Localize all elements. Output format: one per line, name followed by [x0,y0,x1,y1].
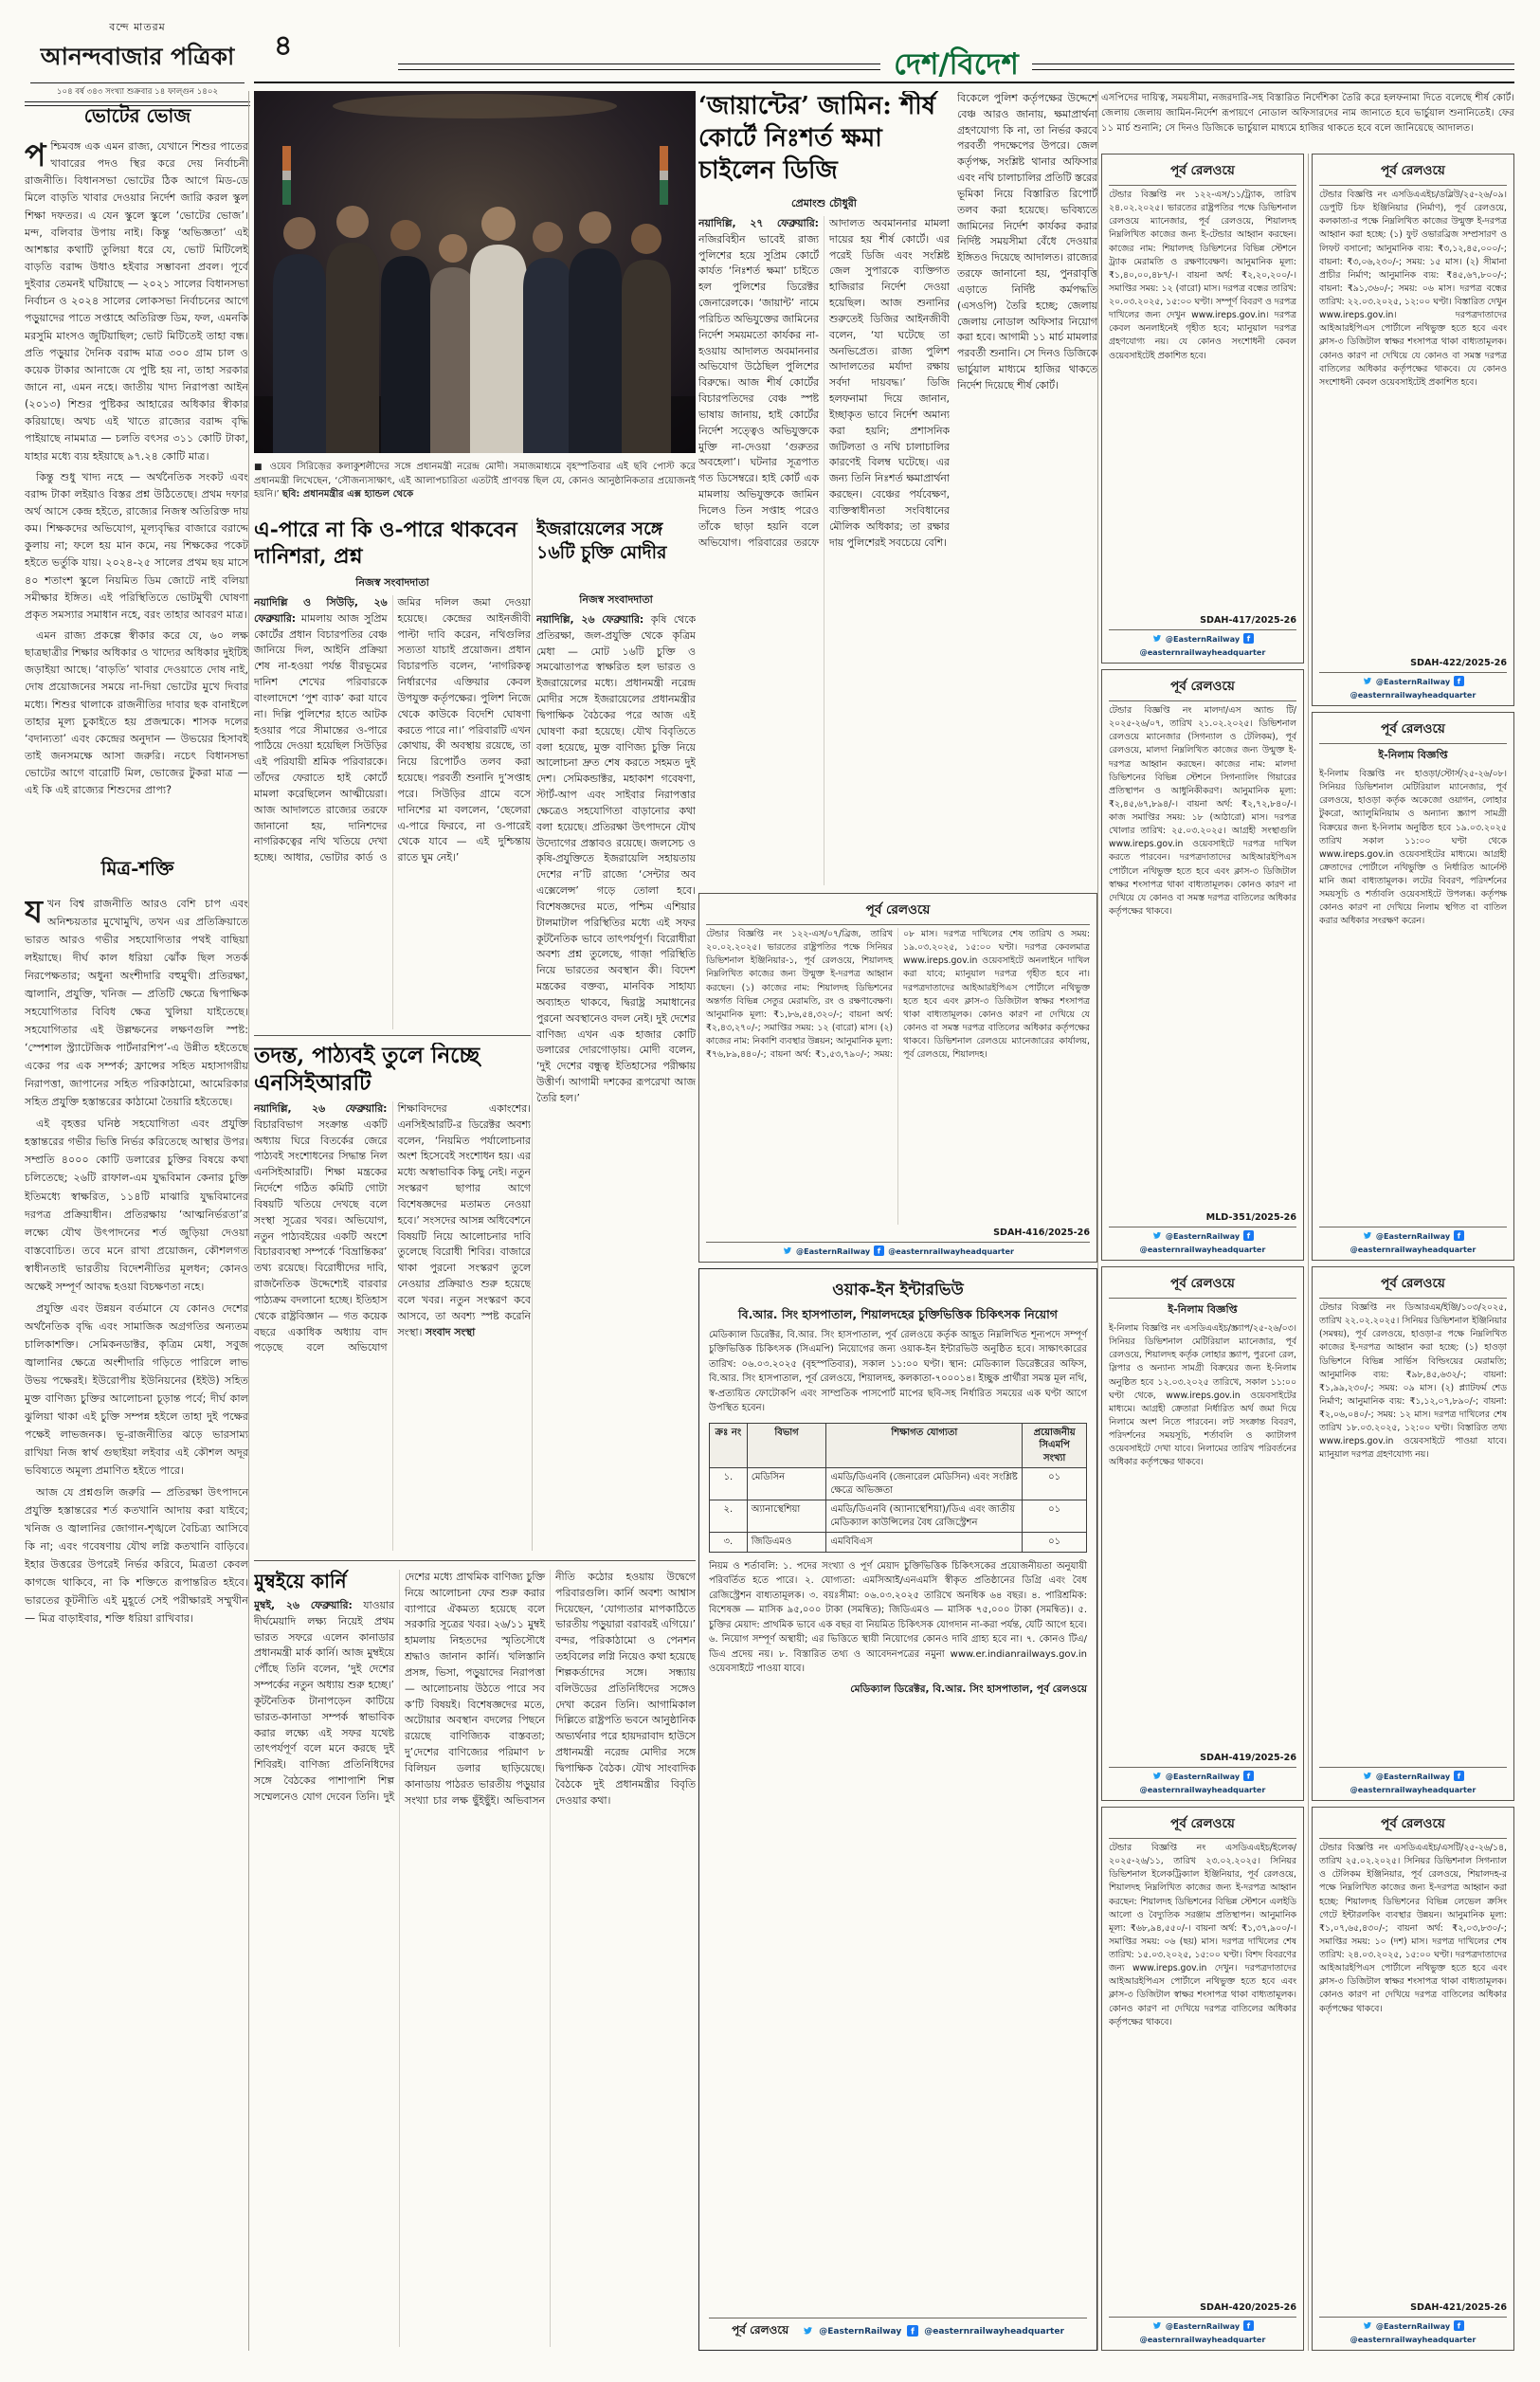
railway-ad-code: SDAH-420/2025-26 [1200,2302,1296,2313]
masthead-title: আনন্দবাজার পত্রিকা [40,43,235,70]
article-giant-body-left [698,216,950,885]
editorial-title-1: ভোটের ভোজ [83,104,191,127]
table-cell: ২. [710,1500,748,1533]
twitter-handle: @EasternRailway [1165,633,1241,644]
section-rule-left [398,64,880,70]
cutoff-rule [254,1560,696,1561]
railway-ad-body: টেন্ডার বিজ্ঞপ্তি নং এসডিএএইচ/এসটি/২৫-২৬/১৪, তারিখ ২৫.০২.২০২৫। সিনিয়র ডিভিশনাল সিগন্যাল ও টেলিকম ইঞ্জিনিয়ার, পূর্ব রেলওয়ে, শিয়ালদহ-র পক্ষে নিম্নলিখিত কাজের জন্য ই-দরপত্র আহ্বান করা হচ্ছে: শিয়ালদহ ডিভিশনের বিভিন্ন লেভেল ক্রসিং গেটে ইন্টারলকিং ব্যবস্থার উন্নয়ন। আনুমানিক মূল্য: ₹১,০৭,৬৫,৪৩০/-; বায়না অর্থ: ₹২,০৩,৮৩০/-; সমাপ্তির সময়: ১০ (দশ) মাস। দরপত্র দাখিলের শেষ তারিখ: ২৪.০৩.২০২৫, ১৫:০০ ঘণ্টা। দরপত্রদাতাদের আইআরইপিএস পোর্টালে নথিভুক্ত হতে হবে এবং ক্লাস-৩ ডিজিটাল স্বাক্ষর শংসাপত্র থাকা বাধ্যতামূলক। কোনও কারণ না দেখিয়ে দরপত্র বাতিলের অধিকার কর্তৃপক্ষের থাকবে। [1319,1843,1507,2014]
hospital-ad-title: ওয়াক-ইন ইন্টারভিউ [832,1281,964,1300]
facebook-icon [874,1246,884,1256]
editorial-title-2: মিত্র-শক্তি [100,857,174,880]
editorial-body-1 [25,138,248,847]
svg-text:f: f [1246,634,1251,644]
table-row [710,1468,1087,1500]
facebook-icon [1243,1771,1254,1781]
agency-credit: সংবাদ সংস্থা [425,1325,476,1338]
dateline: নয়াদিল্লি, ২৭ ফেব্রুয়ারি: [698,217,819,229]
facebook-handle: @easternrailwayheadquarter [924,2327,1064,2337]
section-band [398,42,1514,91]
railway-ad-title: পূর্ব রেলওয়ে [1319,1273,1507,1299]
hospital-ad-subtitle: বি.আর. সিং হাসপাতাল, শিয়ালদহের চুক্তিভিত্তিক চিকিৎসক নিয়োগ [738,1307,1058,1321]
twitter-handle: @EasternRailway [1375,676,1451,686]
hospital-ad-terms: নিয়ম ও শর্তাবলি: ১. পদের সংখ্যা ও পূর্ণ মেয়াদ চুক্তিভিত্তিক চিকিৎসকের প্রয়োজনীয়তা অনুযায়ী পরিবর্তিত হতে পারে। ২. যোগ্যতা: এমসিআই/এনএমসি স্বীকৃত প্রতিষ্ঠানের ডিগ্রি এবং বৈধ রেজিস্ট্রেশন বাধ্যতামূলক। ৩. বয়ঃসীমা: ০৬.০৩.২০২৫ তারিখে অনধিক ৬৪ বছর। ৪. পারিশ্রমিক: বিশেষজ্ঞ — মাসিক ৯৫,০০০ টাকা (সমন্বিত); জিডিএমও — মাসিক ৭৫,০০০ টাকা (সমন্বিত)। ৫. চুক্তির মেয়াদ: প্রাথমিক ভাবে এক বছর বা নিয়মিত চিকিৎসক যোগদান না-করা পর্যন্ত, যেটি আগে হবে। ৬. নিয়োগ সম্পূর্ণ অস্থায়ী; এর ভিত্তিতে স্থায়ী নিয়োগের কোনও দাবি গ্রাহ্য হবে না। ৭. কোনও টিএ/ডিএ প্রদেয় নয়। ৮. বিস্তারিত তথ্য ও আবেদনপত্রের নমুনা www.er.indianrailways.gov.in ওয়েবসাইটে পাওয়া যাবে। [709,1560,1087,1675]
article-ncert-headline: তদন্ত, পাঠ্যবই তুলে নিচ্ছে এনসিইআরটি [254,1043,480,1096]
hospital-ad-signoff: মেডিক্যাল ডিরেক্টর, বি.আর. সিং হাসপাতাল, পূর্ব রেলওয়ে [850,1682,1087,1695]
dateline: নয়াদিল্লি, ২৬ ফেব্রুয়ারি: [536,613,644,626]
table-header: প্রয়োজনীয় সিএমপি সংখ্যা [1023,1423,1087,1468]
twitter-handle: @EasternRailway [1375,2320,1451,2331]
twitter-icon [1151,1230,1162,1241]
svg-text:f: f [1457,1772,1461,1781]
railway-ad [1312,712,1514,1261]
railway-ad-title: পূর্ব রেলওয়ে [1109,1813,1296,1839]
twitter-handle: @EasternRailway [1165,2320,1241,2331]
twitter-handle: @EasternRailway [795,1246,871,1256]
facebook-handle: @easternrailwayheadquarter [1350,1245,1477,1254]
group-photo-graphic [254,91,696,453]
facebook-icon [1243,2320,1254,2331]
railway-ad [1101,154,1304,664]
facebook-icon [1454,1771,1464,1781]
facebook-handle: @easternrailwayheadquarter [1139,2335,1266,2344]
railway-ad-footer [1109,1227,1296,1254]
hospital-ad [698,1268,1097,2351]
railway-ad-title: পূর্ব রেলওয়ে [1319,160,1507,186]
facebook-handle: @easternrailwayheadquarter [1350,1785,1477,1794]
railway-ad-subtitle: ই-নিলাম বিজ্ঞপ্তি [1378,749,1448,761]
masthead [25,19,250,106]
table-cell: এমডি/ডিএনবি (জেনারেল মেডিসিন) এবং সংশ্লিষ্ট ক্ষেত্রে অভিজ্ঞতা [826,1468,1023,1500]
masthead-rule [30,82,245,83]
railway-ad-body: টেন্ডার বিজ্ঞপ্তি নং ১২২-এস/১১/ট্র্যাক, তারিখ ২৪.০২.২০২৫। ভারতের রাষ্ট্রপতির পক্ষে ডিভিশনাল রেলওয়ে ম্যানেজার, পূর্ব রেলওয়ে, শিয়ালদহ নিম্নলিখিত কাজের জন্য ই-টেন্ডার আহ্বান করছেন। কাজের নাম: শিয়ালদহ ডিভিশনের বিভিন্ন স্টেশনে ট্র্যাক মেরামতি ও রক্ষণাবেক্ষণ। আনুমানিক মূল্য: ₹১,৪০,০০,৪৮৭/-। বায়না অর্থ: ₹২,২০,২০০/-। সমাপ্তির সময়: ১২ (বারো) মাস। দরপত্র বন্ধের তারিখ: ২০.০৩.২০২৫, ১৫:০০ ঘণ্টা। সম্পূর্ণ বিবরণ ও দরপত্র দাখিলের জন্য দেখুন www.ireps.gov.in। দরপত্র কেবল অনলাইনেই গৃহীত হবে; ম্যানুয়াল দরপত্র গ্রহণযোগ্য নয়। যে কোনও সংশোধনী কেবল ওয়েবসাইটেই প্রকাশিত হবে। [1109,190,1296,361]
table-cell: ৩. [710,1533,748,1553]
section-rule-right [1032,64,1514,70]
article-giant-body-right [957,91,1097,885]
drop-cap: য [25,895,44,930]
article-danish-byline: নিজস্ব সংবাদদাতা [355,576,429,589]
facebook-icon [1454,2320,1464,2331]
article-text: নজিরবিহীন ভাবেই রাজ্য পুলিশের হয়ে সুপ্রিম কোর্টে কার্যত ‘নিঃশর্ত ক্ষমা’ চাইতে হল পুলিশের ডিরেক্টর জেনারেলকে। ‘জায়ান্ট’ নামে পরিচিত অভিযুক্তের জামিনের নির্দেশ সময়মতো কার্যকর না-হওয়ায় আদালত অবমাননার অভিযোগ উঠেছিল পুলিশের বিরুদ্ধে। আজ শীর্ষ কোর্টের বিচারপতিদের বেঞ্চ স্পষ্ট ভাষায় জানায়, হাই কোর্টের নির্দেশ সত্ত্বেও অভিযুক্তকে মুক্তি না-দেওয়া ‘গুরুতর অবহেলা’। ঘটনার সূত্রপাত গত ডিসেম্বরে। হাই কোর্ট এক মামলায় অভিযুক্তকে জামিন দিলেও তিন সপ্তাহ পরেও তাঁকে ছাড়া হয়নি বলে অভিযোগ। পরিবারের তরফে আদালত অবমাননার মামলা দায়ের হয় শীর্ষ কোর্টে। এর পরেই ডিজি এবং সংশ্লিষ্ট জেল সুপারকে ব্যক্তিগত হাজিরার নির্দেশ দেওয়া হয়েছিল। আজ শুনানির শুরুতেই ডিজির আইনজীবী বলেন, ‘যা ঘটেছে তা অনভিপ্রেত। রাজ্য পুলিশ আদালতের মর্যাদা রক্ষায় সর্বদা দায়বদ্ধ।’ ডিজি হলফনামা দিয়ে জানান, ইচ্ছাকৃত ভাবে নির্দেশ অমান্য করা হয়নি; প্রশাসনিক জটিলতা ও নথি চালাচালির কারণেই বিলম্ব ঘটেছে। এর জন্য তিনি নিঃশর্ত ক্ষমাপ্রার্থনা করছেন। বেঞ্চের পর্যবেক্ষণ, ব্যক্তিস্বাধীনতা সংবিধানের মৌলিক অধিকার; তা রক্ষার দায় পুলিশেরই সবচেয়ে বেশি। [698,217,950,549]
railway-ad-body: টেন্ডার বিজ্ঞপ্তি নং ডিআরএম/ইঞ্জি/১০৩/২০২৫, তারিখ ২২.০২.২০২৫। সিনিয়র ডিভিশনাল ইঞ্জিনিয়ার (সমন্বয়), পূর্ব রেলওয়ে, হাওড়া-র পক্ষে নিম্নলিখিত কাজের ই-দরপত্র আহ্বান করা হচ্ছে: (১) হাওড়া ডিভিশনে বিভিন্ন সার্ভিস বিল্ডিংয়ের মেরামতি; আনুমানিক ব্যয়: ₹৯৮,৪৫,৬৩২/-; বায়না: ₹১,৯৯,২৩০/-; সময়: ০৯ মাস। (২) প্ল্যাটফর্ম শেড নির্মাণ; আনুমানিক ব্যয়: ₹১,১২,০৭,৮৯০/-; বায়না: ₹২,০৬,০৪০/-; সময়: ১২ মাস। দরপত্র দাখিলের শেষ তারিখ ১৮.০৩.২০২৫, ১২:০০ ঘণ্টা। বিস্তারিত তথ্য www.ireps.gov.in ওয়েবসাইটে পাওয়া যাবে। ম্যানুয়াল দরপত্র গ্রহণযোগ্য নয়। [1319,1302,1507,1461]
railway-ad-footer [1109,1767,1296,1794]
railway-ad-body: টেন্ডার বিজ্ঞপ্তি নং মালদা/এস অ্যান্ড টি/২০২৫-২৬/০৭, তারিখ ২১.০২.২০২৫। ডিভিশনাল রেলওয়ে ম্যানেজার (সিগন্যাল ও টেলিকম), পূর্ব রেলওয়ে, মালদা নিম্নলিখিত কাজের জন্য উন্মুক্ত ই-দরপত্র আহ্বান করছেন। কাজের নাম: মালদা ডিভিশনের বিভিন্ন স্টেশনে সিগন্যালিং গিয়ারের প্রতিস্থাপন ও আধুনিকীকরণ। আনুমানিক মূল্য: ₹২,৪৫,৬৭,৮৯৪/-। বায়না অর্থ: ₹২,৭২,৮৪০/-। কাজ সমাপ্তির সময়: ১৮ (আঠারো) মাস। দরপত্র খোলার তারিখ: ২৫.০৩.২০২৫। আগ্রহী সংস্থাগুলি www.ireps.gov.in ওয়েবসাইটে দরপত্র দাখিল করতে পারবেন। দরপত্রদাতাদের আইআরইপিএস পোর্টালে নথিভুক্ত হতে হবে এবং ক্লাস-৩ ডিজিটাল স্বাক্ষর শংসাপত্র থাকা বাধ্যতামূলক। কোনও কারণ না দেখিয়ে যে কোনও বা সমস্ত দরপত্র বাতিলের অধিকার কর্তৃপক্ষের থাকবে। [1109,705,1296,917]
twitter-icon [1362,1771,1372,1781]
railway-ad [1312,154,1514,706]
header-rule [254,82,1514,83]
photo-credit: ছবি: প্রধানমন্ত্রীর এক্স হ্যান্ডল থেকে [281,489,414,500]
railway-ad [1101,669,1304,1261]
facebook-handle: @easternrailwayheadquarter [1350,690,1477,700]
table-cell: এমবিবিএস [826,1533,1023,1553]
article-israel-body [536,612,696,1551]
railway-ad-title: পূর্ব রেলওয়ে [706,900,1090,925]
railway-ad-code: MLD-351/2025-26 [1205,1212,1296,1223]
railway-ad-body: ই-নিলাম বিজ্ঞপ্তি নং এসডিএএইচ/স্ক্র্যাপ/২৫-২৬/০৩। সিনিয়র ডিভিশনাল মেটিরিয়াল ম্যানেজার, পূর্ব রেলওয়ে, শিয়ালদহ কর্তৃক লোহার স্ক্র্যাপ, পুরনো রেল, স্লিপার ও অন্যান্য সামগ্রী বিক্রয়ের জন্য ই-নিলাম অনুষ্ঠিত হবে ১২.০৩.২০২৫ তারিখে, সকাল ১১:০০ ঘণ্টা থেকে, www.ireps.gov.in ওয়েবসাইটের মাধ্যমে। আগ্রহী ক্রেতারা নির্ধারিত অর্থ জমা দিয়ে নিলামে অংশ নিতে পারবেন। লট সংক্রান্ত বিবরণ, পরিদর্শনের সময়সূচি, শর্তাবলি ও ক্যাটালগ ওয়েবসাইটে দেখা যাবে। নিলামের তারিখ পরিবর্তনের অধিকার কর্তৃপক্ষের থাকবে। [1109,1323,1296,1468]
table-row [710,1533,1087,1553]
column-rule [1308,154,1309,2351]
editorial-paragraph: আজ যে প্রশ্নগুলি জরুরি — প্রতিরক্ষা উৎপাদনে প্রযুক্তি হস্তান্তরের শর্ত কতখানি আদায় করা যাইবে; খনিজ ও জ্বালানির জোগান-শৃঙ্খলে বৈচিত্র্য আসিবে কি না; এবং গবেষণায় যৌথ লগ্নি কতখানি বাড়িবে। ইহার উত্তরের উপরেই নির্ভর করিবে, মিত্রতা কেবল কাগজে থাকিবে, না কি শক্তিতে রূপান্তরিত হইবে। ভারতের কূটনীতি এই মুহূর্তে সেই পরীক্ষারই সম্মুখীন — মিত্র বাড়াইবার, শক্তি ধরিয়া রাখিবার। [25,1486,248,1626]
railway-ad-subtitle: ই-নিলাম বিজ্ঞপ্তি [1168,1303,1238,1316]
twitter-icon [1151,2320,1162,2331]
svg-text:f: f [1457,1231,1461,1241]
article-giant-continuation [1101,91,1514,146]
article-mumbai-headline: মুম্বইয়ে কার্নি [254,1570,347,1592]
table-cell: ০১ [1023,1500,1087,1533]
editorial-body-2 [25,895,248,2349]
page-number: ৪ [274,29,293,63]
caption-text: ওয়েব সিরিজ়ের কলাকুশলীদের সঙ্গে প্রধানমন্ত্রী নরেন্দ্র মোদী। সমাজমাধ্যমে বৃহস্পতিবার এই ছবি পোস্ট করে প্রধানমন্ত্রী লিখেছেন, ‘সৌজন্যসাক্ষাৎ, এই আলাপচারিতা এতটাই প্রাণবন্ত ছিল যে, কোনও আনুষ্ঠানিকতার প্রয়োজনই হয়নি।’ [254,462,696,500]
table-cell: অ্যানাস্থেশিয়া [747,1500,826,1533]
facebook-icon [1243,1230,1254,1241]
facebook-handle: @easternrailwayheadquarter [1139,1785,1266,1794]
cutoff-rule [254,1035,531,1036]
svg-text:f: f [878,1246,881,1256]
table-cell: জিডিএমও [747,1533,826,1553]
railway-ad-center [698,893,1097,1263]
table-header: শিক্ষাগত যোগ্যতা [826,1423,1023,1468]
svg-text:f: f [1246,1231,1251,1241]
table-header-row [710,1423,1087,1468]
railway-ad-title: পূর্ব রেলওয়ে [1109,676,1296,701]
table-header: বিভাগ [747,1423,826,1468]
article-israel-byline: নিজস্ব সংবাদদাতা [579,593,653,606]
twitter-handle: @EasternRailway [1165,1230,1241,1241]
article-text: বিচারবিভাগ সংক্রান্ত একটি অধ্যায় ঘিরে বিতর্কের জেরে পাঠ্যবই সংশোধনের সিদ্ধান্ত নিল এনসিইআরটি। শিক্ষা মন্ত্রকের নির্দেশে গঠিত কমিটি গোটা বিষয়টি খতিয়ে দেখছে বলে সংস্থা সূত্রের খবর। অভিযোগ, নতুন পাঠ্যবইয়ের একটি অংশে বিচারব্যবস্থা সম্পর্কে ‘বিভ্রান্তিকর’ তথ্য রয়েছে। বিরোধীদের দাবি, রাজনৈতিক উদ্দেশ্যেই বারবার পাঠ্যক্রম বদলানো হচ্ছে। ইতিহাস থেকে রাষ্ট্রবিজ্ঞান — গত কয়েক বছরে একাধিক অধ্যায় বাদ পড়েছে বলে অভিযোগ শিক্ষাবিদদের একাংশের। এনসিইআরটি-র ডিরেক্টর অবশ্য বলেন, ‘নিয়মিত পর্যালোচনার অংশ হিসেবেই সংশোধন হয়। এর মধ্যে অস্বাভাবিক কিছু নেই। নতুন সংস্করণ ছাপার আগে বিশেষজ্ঞদের মতামত নেওয়া হবে।’ সংসদের আসন্ন অধিবেশনে বিষয়টি নিয়ে আলোচনার দাবি তুলেছে বিরোধী শিবির। বাজারে থাকা পুরনো সংস্করণ তুলে নেওয়ার প্রক্রিয়াও শুরু হয়েছে বলে খবর। নতুন সংস্করণ কবে আসবে, তা অবশ্য স্পষ্ট করেনি সংস্থা। [254,1102,531,1355]
railway-ad-code: SDAH-421/2025-26 [1410,2302,1507,2313]
dateline: মুম্বই, ২৬ ফেব্রুয়ারি: [254,1599,353,1611]
facebook-handle: @easternrailwayheadquarter [888,1246,1015,1256]
dateline: নয়াদিল্লি ও সিউড়ি, ২৬ ফেব্রুয়ারি: [254,596,388,625]
editorial-paragraph: কিন্তু শুধু খাদ্য নহে — অর্থনৈতিক সংকট এবং বরাদ্দ টাকা লইয়াও বিস্তর প্রশ্ন উঠিতেছে। প্রথম দফার অর্থ আসে কেন্দ্র হইতে, রাজ্যের নিজস্ব অতিরিক্ত দায় কম। শিক্ষকদের অভিযোগ, মূল্যবৃদ্ধির বাজারে বরাদ্দে কুলায় না; ফলে হয় মান কমে, নয় শিক্ষকের পকেট হইতে ভর্তুকি যায়। ২০২৪-২৫ সালের প্রথম ছয় মাসে ৪০ শতাংশ স্কুলে নিয়মিত ডিম জোটে নাই বলিয়া সমীক্ষার ইঙ্গিত। এই পরিস্থিতিতে ভোটমুখী ঘোষণা প্রকৃত সমস্যার সমাধান নহে, বরং তাহার আবরণ মাত্র। [25,470,248,621]
hospital-ad-intro: মেডিক্যাল ডিরেক্টর, বি.আর. সিং হাসপাতাল, পূর্ব রেলওয়ে কর্তৃক আহূত নিম্নলিখিত শূন্যপদে সম্পূর্ণ চুক্তিভিত্তিক চিকিৎসক (সিএমপি) নিয়োগের জন্য ওয়াক-ইন ইন্টারভিউ অনুষ্ঠিত হবে। সাক্ষাৎকারের তারিখ: ০৬.০৩.২০২৫ (বৃহস্পতিবার), সকাল ১১:০০ ঘণ্টা। স্থান: মেডিক্যাল ডিরেক্টরের অফিস, বি.আর. সিং হাসপাতাল, পূর্ব রেলওয়ে, শিয়ালদহ, কলকাতা-৭০০০১৪। ইচ্ছুক প্রার্থীরা সমস্ত মূল নথি, স্ব-প্রত্যয়িত ফোটোকপি এবং সাম্প্রতিক পাসপোর্ট মাপের ছবি-সহ নির্ধারিত সময়ের এক ঘণ্টা আগে উপস্থিত হবেন। [709,1329,1087,1414]
railway-ad-code: SDAH-416/2025-26 [993,1227,1090,1238]
twitter-icon [1362,2320,1372,2331]
facebook-icon [1454,1230,1464,1241]
twitter-icon [1151,1771,1162,1781]
article-text: এসপিদের দায়িত্ব, সময়সীমা, নজরদারি-সহ বিস্তারিত নির্দেশিকা তৈরি করে হলফনামা দিতে বলেছে শীর্ষ কোর্ট। জেলায় জেলায় জামিন-নির্দেশ রূপায়ণে নোডাল অফিসারদের নাম জানাতে হবে ভার্চুয়াল শুনানিতেই। ফের ১১ মার্চ শুনানি; সে দিনও ডিজিকে ভার্চুয়াল মাধ্যমে হাজির থাকতে হবে বলে জানিয়েছে আদালত। [1101,93,1514,134]
railway-ad-footer [1319,1227,1507,1254]
railway-ad-body: টেন্ডার বিজ্ঞপ্তি নং এসডিএএইচ/ইলেক/২০২৫-২৬/১১, তারিখ ২৩.০২.২০২৫। সিনিয়র ডিভিশনাল ইলেকট্রিক্যাল ইঞ্জিনিয়ার, পূর্ব রেলওয়ে, শিয়ালদহ নিম্নলিখিত কাজের জন্য ই-দরপত্র আহ্বান করছেন: শিয়ালদহ ডিভিশনের বিভিন্ন স্টেশনে এলইডি আলো ও বৈদ্যুতিক সরঞ্জাম প্রতিস্থাপন। আনুমানিক মূল্য: ₹৬৮,৯৪,৫৫০/-। বায়না অর্থ: ₹১,৩৭,৯০০/-। সমাপ্তির সময়: ০৬ (ছয়) মাস। দরপত্র দাখিলের শেষ তারিখ: ১৫.০৩.২০২৫, ১৫:০০ ঘণ্টা। বিশদ বিবরণের জন্য www.ireps.gov.in দেখুন। দরপত্রদাতাদের আইআরইপিএস পোর্টালে নথিভুক্ত হতে হবে এবং ক্লাস-৩ ডিজিটাল স্বাক্ষর শংসাপত্র থাকা বাধ্যতামূলক। কোনও কারণ না দেখিয়ে দরপত্র বাতিলের অধিকার কর্তৃপক্ষের থাকবে। [1109,1843,1296,2027]
table-row [710,1500,1087,1533]
railway-ad-body: টেন্ডার বিজ্ঞপ্তি নং এসডিএএইচ/ডব্লিউ/২৫-২৬/০৯। ডেপুটি চিফ ইঞ্জিনিয়ার (নির্মাণ), পূর্ব রেলওয়ে, কলকাতা-র পক্ষে নিম্নলিখিত কাজের উন্মুক্ত ই-দরপত্র আহ্বান করা হচ্ছে: (১) ফুট ওভারব্রিজ সম্প্রসারণ ও লিফট বসানো; আনুমানিক ব্যয়: ₹৩,১২,৪৫,০০০/-; বায়না: ₹৩,০৬,২৩০/-; সময়: ১৫ মাস। (২) সীমানা প্রাচীর নির্মাণ; আনুমানিক ব্যয়: ₹৪৫,৬৭,৮০০/-; বায়না: ₹৯১,৩৬০/-; সময়: ০৬ মাস। দরপত্র বন্ধের তারিখ: ২২.০৩.২০২৫, ১২:০০ ঘণ্টা। বিস্তারিত দেখুন www.ireps.gov.in। দরপত্রদাতাদের আইআরইপিএস পোর্টালে নথিভুক্ত হতে হবে এবং ক্লাস-৩ ডিজিটাল স্বাক্ষর শংসাপত্র থাকা বাধ্যতামূলক। কোনও কারণ না দেখিয়ে যে কোনও বা সমস্ত দরপত্র বাতিলের অধিকার কর্তৃপক্ষের থাকবে। যে কোনও সংশোধনী কেবল ওয়েবসাইটেই প্রকাশিত হবে। [1319,190,1507,388]
twitter-icon [1362,1230,1372,1241]
facebook-handle: @easternrailwayheadquarter [1350,2335,1477,2344]
article-text: বিকেলে পুলিশ কর্তৃপক্ষের উদ্দেশে বেঞ্চ আরও জানায়, ক্ষমাপ্রার্থনা গ্রহণযোগ্য কি না, তা নির্ভর করবে পরবর্তী পদক্ষেপের উপরে। জেল কর্তৃপক্ষ, সংশ্লিষ্ট থানার অফিসার এবং নথি চালাচালির প্রতিটি স্তরের ভূমিকা নিয়ে বিস্তারিত রিপোর্ট তলব করা হয়েছে। ভবিষ্যতে জামিনের নির্দেশ কার্যকর করার নির্দিষ্ট সময়সীমা বেঁধে দেওয়ার ইঙ্গিতও দিয়েছে আদালত। রাজ্যের তরফে জানানো হয়, পুনরাবৃত্তি এড়াতে নির্দিষ্ট কর্মপদ্ধতি (এসওপি) তৈরি হচ্ছে; জেলায় জেলায় নোডাল অফিসার নিয়োগ করা হবে। আগামী ১১ মার্চ মামলার পরবর্তী শুনানি। সে দিনও ডিজিকে ভার্চুয়াল মাধ্যমে হাজির থাকতে নির্দেশ দিয়েছে শীর্ষ কোর্ট। [957,92,1097,391]
column-rule [1097,91,1098,2351]
dateline: নয়াদিল্লি, ২৬ ফেব্রুয়ারি: [254,1102,388,1115]
table-cell: ০১ [1023,1533,1087,1553]
railway-ad-footer [1109,629,1296,657]
railway-ad [1312,1266,1514,1801]
article-danish-body [254,595,531,1029]
column-rule [532,519,533,1551]
railway-ad-title: পূর্ব রেলওয়ে [1319,718,1507,744]
facebook-icon [907,2325,918,2339]
twitter-handle: @EasternRailway [1165,1771,1241,1781]
railway-ad [1101,1807,1304,2351]
caption-marker: ■ [254,463,265,472]
article-text: মামলায় আজ সুপ্রিম কোর্টের প্রধান বিচারপতির বেঞ্চ জানিয়ে দিল, আইনি প্রক্রিয়া শেষ না-হওয়া পর্যন্ত বীরভূমের দানিশ শেখের পরিবারকে বাংলাদেশে ‘পুশ ব্যাক’ করা যাবে না। দিল্লি পুলিশের হাতে আটক হওয়ার পরে সীমান্তের ও-পারে পাঠিয়ে দেওয়া হয়েছিল সিউড়ির এই পরিযায়ী শ্রমিক পরিবারকে। তাঁদের ফেরাতে হাই কোর্টে মামলা করেছিলেন আত্মীয়েরা। আজ আদালতে রাজ্যের তরফে জানানো হয়, দানিশদের নাগরিকত্বের নথি খতিয়ে দেখা হচ্ছে। আধার, ভোটার কার্ড ও জমির দলিল জমা দেওয়া হয়েছে। কেন্দ্রের আইনজীবী পাল্টা দাবি করেন, নথিগুলির সত্যতা যাচাই প্রয়োজন। প্রধান বিচারপতি বলেন, ‘নাগরিকত্ব নির্ধারণের এক্তিয়ার কেবল উপযুক্ত কর্তৃপক্ষের। পুলিশ নিজে থেকে কাউকে বিদেশি ঘোষণা করতে পারে না।’ পরিবারটি এখন কোথায়, কী অবস্থায় রয়েছে, তা নিয়ে রিপোর্টও তলব করা হয়েছে। পরবর্তী শুনানি দু’সপ্তাহ পরে। সিউড়ির গ্রামে বসে দানিশের মা বললেন, ‘ছেলেরা এ-পারে ফিরবে, না ও-পারেই থেকে যাবে — এই দুশ্চিন্তায় রাতে ঘুম নেই।’ [254,596,531,864]
railway-ad-code: SDAH-417/2025-26 [1200,615,1296,626]
masthead-dateline: ১০৪ বর্ষ ৩৪৩ সংখ্যা শুক্রবার ১৪ ফাল্গুন ১৪০২ [56,87,219,97]
railway-ad [1312,1807,1514,2351]
article-text: যাওয়ার দীর্ঘমেয়াদি লক্ষ্য নিয়েই প্রথম ভারত সফরে এলেন কানাডার প্রধানমন্ত্রী মার্ক কার্নি। আজ মুম্বইয়ে পৌঁছে তিনি বলেন, ‘দুই দেশের সম্পর্কের নতুন অধ্যায় শুরু হচ্ছে।’ কূটনৈতিক টানাপড়েন কাটিয়ে ভারত-কানাডা সম্পর্ক স্বাভাবিক করার লক্ষ্যে এই সফর যথেষ্ট তাৎপর্যপূর্ণ বলে মনে করছে দুই শিবিরই। বাণিজ্য প্রতিনিধিদের সঙ্গে বৈঠকের পাশাপাশি শিল্প সম্মেলনেও যোগ দেবেন তিনি। দুই দেশের মধ্যে প্রাথমিক বাণিজ্য চুক্তি নিয়ে আলোচনা ফের শুরু করার ব্যাপারে ঐকমত্য হয়েছে বলে সরকারি সূত্রের খবর। ২৬/১১ মুম্বই হামলায় নিহতদের স্মৃতিসৌধে শ্রদ্ধাও জানান কার্নি। খলিস্তানি প্রসঙ্গ, ভিসা, পড়ুয়াদের নিরাপত্তা — আলোচনায় উঠতে পারে সব ক’টি বিষয়ই। বিশেষজ্ঞদের মতে, অটোয়ার অবস্থান বদলের পিছনে রয়েছে বাণিজ্যিক বাস্তবতা; দু’দেশের বাণিজ্যের পরিমাণ ৮ বিলিয়ন ডলার ছাড়িয়েছে। কানাডায় পাঠরত ভারতীয় পড়ুয়ার সংখ্যা চার লক্ষ ছুঁইছুঁই। অভিবাসন নীতি কঠোর হওয়ায় উদ্বেগে পরিবারগুলি। কার্নি অবশ্য আশ্বাস দিয়েছেন, ‘যোগ্যতার মাপকাঠিতে ভারতীয় পড়ুয়ারা বরাবরই এগিয়ে।’ বন্দর, পরিকাঠামো ও পেনশন তহবিলের লগ্নি নিয়েও কথা হয়েছে শিল্পকর্তাদের সঙ্গে। সন্ধ্যায় বলিউডের প্রতিনিধিদের সঙ্গেও দেখা করেন তিনি। আগামিকাল দিল্লিতে রাষ্ট্রপতি ভবনে আনুষ্ঠানিক অভ্যর্থনার পরে হায়দরাবাদ হাউসে প্রধানমন্ত্রী নরেন্দ্র মোদীর সঙ্গে দ্বিপাক্ষিক বৈঠক। যৌথ সাংবাদিক বৈঠকে দুই প্রধানমন্ত্রীর বিবৃতি দেওয়ার কথা। [254,1571,696,1807]
table-cell: মেডিসিন [747,1468,826,1500]
railway-ad-footer [1319,672,1507,700]
photo-caption [254,461,696,510]
table-cell: এমডি/ডিএনবি (অ্যানাস্থেশিয়া)/ডিএ এবং জাতীয় মেডিক্যাল কাউন্সিলের বৈধ রেজিস্ট্রেশন [826,1500,1023,1533]
facebook-handle: @easternrailwayheadquarter [1139,647,1266,657]
twitter-handle: @EasternRailway [1375,1771,1451,1781]
railway-ad-title: পূর্ব রেলওয়ে [1319,1813,1507,1839]
railway-ad-footer [1319,1767,1507,1794]
facebook-handle: @easternrailwayheadquarter [1139,1245,1266,1254]
article-giant-headline: ‘জায়ান্টের’ জামিন: শীর্ষ কোর্টে নিঃশর্ত ক্ষমা চাইলেন ডিজি [698,92,936,185]
masthead-motto: বন্দে মাতরম [109,21,166,33]
article-giant-byline: প্রেমাংশু চৌধুরী [791,197,857,209]
twitter-icon [1362,676,1372,686]
railway-ad-footer [1319,2317,1507,2344]
table-header: ক্রঃ নং [710,1423,748,1468]
facebook-icon [1243,633,1254,644]
facebook-icon [1454,676,1464,686]
twitter-icon [802,2325,813,2339]
svg-text:f: f [911,2327,915,2337]
editorial-paragraph: শ্চিমবঙ্গ এক এমন রাজ্য, যেখানে শিশুর পাতের খাবারের পদও স্থির করে দেয় নির্বাচনী রাজনীতি। বিধানসভা ভোটের ঠিক আগে মিড-ডে মিলে বাড়তি খাবার দেওয়ার নির্দেশ জারি করল স্কুল শিক্ষা দফতর। এ যেন স্কুলে স্কুলে ‘ভোটের ভোজ’। মন্দ, বলিবার উপায় নাই। কিন্তু ‘অভিজ্ঞতা’ এই আশঙ্কার কথাটি তুলিয়া ধরে যে, ভোট মিটিলেই বাড়তি বরাদ্দ উধাও হইবার সম্ভাবনা প্রবল। পূর্বে দুইবার তেমনই ঘটিয়াছে — ২০২১ সালের বিধানসভা নির্বাচন ও ২০২৪ সালের লোকসভা নির্বাচনের আগে পড়ুয়াদের পাতে সপ্তাহে অতিরিক্ত ডিম, ফল, এমনকি মরসুমি মাংসও জুটিয়াছিল; ভোট মিটিতেই তাহা বন্ধ। প্রতি পড়ুয়ার দৈনিক বরাদ্দ মাত্র ৩০০ গ্রাম চাল ও কয়েক টাকার আনাজে যে পুষ্টি হয় না, তাহা সরকার জানে না, এমন নহে। জাতীয় খাদ্য নিরাপত্তা আইন (২০১৩) শিশুর পুষ্টিকর আহারের অধিকার স্বীকার করিয়াছে। অথচ এই খাতে রাজ্যের বরাদ্দ বৃদ্ধি পাইয়াছে নামমাত্র — চলতি বৎসর ৩১১ কোটি টাকা, যাহার মধ্যে ব্যয় হইয়াছে ৯৭.২৪ কোটি মাত্র। [25,140,248,463]
twitter-handle: @EasternRailway [819,2327,902,2337]
svg-text:f: f [1457,677,1461,686]
railway-ad-footer [1109,2317,1296,2344]
svg-text:f: f [1246,2321,1251,2331]
table-cell: ০১ [1023,1468,1087,1500]
hospital-vacancy-table [709,1423,1087,1553]
article-text: কৃষি থেকে প্রতিরক্ষা, জল-প্রযুক্তি থেকে কৃত্রিম মেধা — মোট ১৬টি চুক্তি ও সমঝোতাপত্র স্বাক্ষরিত হল ভারত ও ইজরায়েলের মধ্যে। প্রধানমন্ত্রী নরেন্দ্র মোদীর সঙ্গে ইজরায়েলের প্রধানমন্ত্রীর দ্বিপাক্ষিক বৈঠকের পরে আজ এই ঘোষণা করা হয়েছে। যৌথ বিবৃতিতে বলা হয়েছে, মুক্ত বাণিজ্য চুক্তি নিয়ে আলোচনা দ্রুত শেষ করতে সহমত দুই দেশ। সেমিকন্ডাক্টর, মহাকাশ গবেষণা, স্টার্ট-আপ এবং সাইবার নিরাপত্তার ক্ষেত্রেও সহযোগিতা বাড়ানোর কথা বলা হয়েছে। প্রতিরক্ষা উৎপাদনে যৌথ উদ্যোগের প্রস্তাবও রয়েছে। জলসেচ ও কৃষি-প্রযুক্তিতে ইজরায়েলি সহায়তায় দেশের ন’টি রাজ্যে ‘সেন্টার অব এক্সেলেন্স’ গড়ে তোলা হবে। বিশেষজ্ঞদের মতে, পশ্চিম এশিয়ার টালমাটাল পরিস্থিতির মধ্যে এই সফর কূটনৈতিক ভাবে তাৎপর্যপূর্ণ। বিরোধীরা অবশ্য প্রশ্ন তুলেছে, গাজ়া পরিস্থিতি নিয়ে ভারতের অবস্থান কী। বিদেশ মন্ত্রকের বক্তব্য, মানবিক সাহায্য অব্যাহত থাকবে, দ্বিরাষ্ট্র সমাধানের পুরনো অবস্থানেও বদল নেই। দুই দেশের বাণিজ্য এখন এক হাজার কোটি ডলারের দোরগোড়ায়। মোদী বলেন, ‘দুই দেশের বন্ধুত্ব ইতিহাসের পরীক্ষায় উত্তীর্ণ। আগামী দশকের রূপরেখা আজ তৈরি হল।’ [536,613,696,1104]
railway-ad-title: পূর্ব রেলওয়ে [1109,1273,1296,1299]
railway-ad-footer [706,1242,1090,1256]
article-danish-headline: এ-পারে না কি ও-পারে থাকবেন দানিশরা, প্রশ্ন [254,518,517,569]
article-ncert-body [254,1101,531,1551]
twitter-icon [1151,633,1162,644]
editorial-paragraph: এই বৃহত্তর ঘনিষ্ঠ সহযোগিতা এবং প্রযুক্তি হস্তান্তরের গভীর ভিত্তি নির্ভর করিতেছে আস্থার উপর। সম্প্রতি ৪০০০ কোটি ডলারের চুক্তির বিষয়ে কথা চলিতেছে; ২৬টি রাফাল-এম যুদ্ধবিমান কেনার চুক্তি ইতিমধ্যে স্বাক্ষরিত, ১১৪টি মাঝারি যুদ্ধবিমানের দরপত্র প্রক্রিয়াধীন। প্রতিরক্ষায় ‘আত্মনির্ভরতা’র লক্ষ্যে যৌথ উৎপাদনের শর্ত জুড়িয়া দেওয়া বাস্তবোচিত। তবে মনে রাখা প্রয়োজন, কৌশলগত স্বাধীনতাই ভারতীয় বিদেশনীতির মূলধন; কোনও অক্ষেই সম্পূর্ণ আবদ্ধ হওয়া বিচক্ষণতা নহে। [25,1118,248,1293]
twitter-icon [782,1246,792,1256]
editorial-paragraph: খন বিশ্ব রাজনীতি আরও বেশি চাপ এবং অনিশ্চয়তার মুখোমুখি, তখন এর প্রতিক্রিয়াতে ভারত আরও গভীর সহযোগিতার পথই বাছিয়া লইয়াছে। দীর্ঘ কাল ধরিয়া ঝোঁক ছিল সতর্ক নিরপেক্ষতার; অধুনা অংশীদারি বহুমুখী। প্রতিরক্ষা, জ্বালানি, প্রযুক্তি, খনিজ — প্রতিটি ক্ষেত্রে দ্বিপাক্ষিক সহযোগিতার বিবিধ ক্ষেত্র খুলিয়া যাইতেছে। সহযোগিতার এই উল্লম্ফনের লক্ষণগুলি স্পষ্ট: ‘স্পেশাল স্ট্র্যাটেজিক পার্টনারশিপ’-এ উন্নীত হইতেছে একের পর এক সম্পর্ক; ফ্রান্সের সহিত মহাসাগরীয় নিরাপত্তা, জাপানের সহিত পরিকাঠামো, আমেরিকার সহিত প্রযুক্তি হস্তান্তরের কাঠামো তৈয়ারি হইতেছে। [25,898,248,1109]
railway-ad-code: SDAH-422/2025-26 [1410,658,1507,668]
railway-ad-body: ই-নিলাম বিজ্ঞপ্তি নং হাওড়া/স্টোর্স/২৫-২৬/০৮। সিনিয়র ডিভিশনাল মেটিরিয়াল ম্যানেজার, পূর্ব রেলওয়ে, হাওড়া কর্তৃক অকেজো ওয়াগন, লোহার টুকরো, অ্যালুমিনিয়াম ও অন্যান্য স্ক্র্যাপ সামগ্রী বিক্রয়ের জন্য ই-নিলাম অনুষ্ঠিত হবে ১৯.০৩.২০২৫ তারিখ সকাল ১১:০০ ঘণ্টা থেকে www.ireps.gov.in ওয়েবসাইটের মাধ্যমে। আগ্রহী ক্রেতাদের পোর্টালে নথিভুক্তি ও নির্ধারিত আর্নেস্ট মানি জমা বাধ্যতামূলক। লটের বিবরণ, পরিদর্শনের সময়সূচি ও শর্তাবলি ওয়েবসাইটে উপলব্ধ। কর্তৃপক্ষ কোনও কারণ না দেখিয়ে নিলাম স্থগিত বা বাতিল করার অধিকার সংরক্ষণ করেন। [1319,769,1507,927]
railway-ad [1101,1266,1304,1801]
table-cell: ১. [710,1468,748,1500]
twitter-handle: @EasternRailway [1375,1230,1451,1241]
svg-text:f: f [1246,1772,1251,1781]
railway-ad-title: পূর্ব রেলওয়ে [1109,160,1296,186]
railway-org-label: পূর্ব রেলওয়ে [732,2323,789,2337]
editorial-paragraph: প্রযুক্তি এবং উন্নয়ন বর্তমানে যে কোনও দেশের অর্থনৈতিক বৃদ্ধি এবং সামাজিক অগ্রগতির অন্যতম চালিকাশক্তি। সেমিকনডাক্টর, কৃত্রিম মেধা, সবুজ জ্বালানির ক্ষেত্রে অংশীদারি গড়িতে পারিলে লাভ উভয় পক্ষেরই। ইউরোপীয় ইউনিয়নের (ইইউ) সহিত মুক্ত বাণিজ্য চুক্তির আলোচনা চূড়ান্ত পর্বে; দীর্ঘ কাল ঝুলিয়া থাকা এই চুক্তি সম্পন্ন হইলে তাহা দুই পক্ষের পক্ষেই লাভজনক। ভূ-রাজনীতির ঝড়ে ভারসাম্য রাখিয়া নিজ স্বার্থ গুছাইয়া লইবার এই কৌশল অদূর ভবিষ্যতে অমূল্য প্রমাণিত হইতে পারে। [25,1301,248,1477]
article-mumbai [254,1570,696,2347]
svg-text:f: f [1457,2321,1461,2331]
article-giant [698,91,1097,887]
editorial-paragraph: এমন রাজ্য প্রকল্পে স্বীকার করে যে, ৬০ লক্ষ ছাত্রছাত্রীর শিক্ষার অধিকার ও খাদ্যের অধিকার দুইটিই জড়াইয়া আছে। ‘বাড়তি’ খাবার দেওয়াতে দোষ নাই, দোষ প্রয়োজনের সময়ে না-দিয়া ভোটের মুখে দিবার মধ্যে। শিশুর থালাকে রাজনীতির দাবার ছক বানাইলে তাহার মূল্য চুকাইতে হয় প্রজন্মকে। শাসক দলের ‘বদান্যতা’ এবং কেন্দ্রের অনুদান — উভয়ের হিসাবই তাই জনসমক্ষে আসা জরুরি। নচেৎ বিধানসভা ভোটের আগে বারোটি মিল, ভোজের টুকরা মাত্র — এই কি এই রাজ্যের শিশুদের প্রাপ্য? [25,628,248,797]
drop-cap: প [25,138,46,173]
column-rule [248,91,249,2351]
hospital-ad-footer [709,2318,1087,2341]
railway-ad-code: SDAH-419/2025-26 [1200,1753,1296,1763]
group-photo [254,91,696,453]
section-title: দেশ/বিদেশ [894,47,1019,82]
railway-ad-body: টেন্ডার বিজ্ঞপ্তি নং ১২২-এস/০৭/ব্রিজ, তারিখ ২০.০২.২০২৫। ভারতের রাষ্ট্রপতির পক্ষে সিনিয়র ডিভিশনাল ইঞ্জিনিয়ার-১, পূর্ব রেলওয়ে, শিয়ালদহ নিম্নলিখিত কাজের জন্য উন্মুক্ত ই-দরপত্র আহ্বান করছেন। (১) কাজের নাম: শিয়ালদহ ডিভিশনের অন্তর্গত বিভিন্ন সেতুর মেরামতি, রং ও রক্ষণাবেক্ষণ। আনুমানিক মূল্য: ₹১,৮৬,৫৪,৩২০/-; বায়না অর্থ: ₹২,৪৩,২৭০/-; সমাপ্তির সময়: ১২ (বারো) মাস। (২) কাজের নাম: নিকাশি ব্যবস্থার উন্নয়ন; আনুমানিক মূল্য: ₹৭৬,৮৯,৪৪০/-; বায়না অর্থ: ₹১,৫৩,৭৯০/-; সময়: ০৮ মাস। দরপত্র দাখিলের শেষ তারিখ ও সময়: ১৯.০৩.২০২৫, ১৫:০০ ঘণ্টা। দরপত্র কেবলমাত্র www.ireps.gov.in ওয়েবসাইটে অনলাইনে দাখিল করা যাবে; ম্যানুয়াল দরপত্র গৃহীত হবে না। দরপত্রদাতাদের আইআরইপিএস পোর্টালে নথিভুক্ত হতে হবে এবং ক্লাস-৩ ডিজিটাল স্বাক্ষর শংসাপত্র থাকা বাধ্যতামূলক। কোনও কারণ না দেখিয়ে যে কোনও বা সমস্ত দরপত্র বাতিলের অধিকার কর্তৃপক্ষের থাকবে। ডিভিশনাল রেলওয়ে ম্যানেজারের কার্যালয়, পূর্ব রেলওয়ে, শিয়ালদহ। [706,929,1090,1061]
article-israel-headline: ইজরায়েলের সঙ্গে ১৬টি চুক্তি মোদীর [536,518,667,563]
